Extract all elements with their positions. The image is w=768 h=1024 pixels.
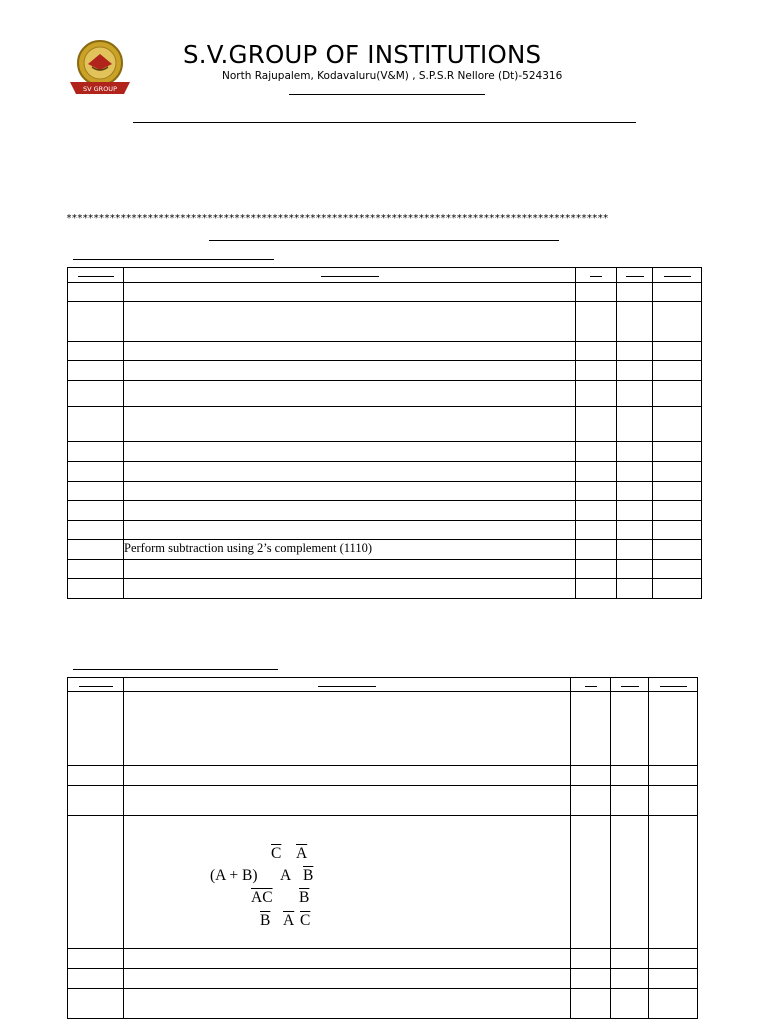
part-b-heading-rule [73, 669, 278, 670]
expr-term: (A + B) [210, 867, 258, 884]
table-row [68, 302, 702, 342]
table-row [68, 989, 698, 1019]
institution-address: North Rajupalem, Kodavaluru(V&M) , S.P.S.R Nellore (Dt)-524316 [222, 70, 563, 82]
question-table-2 [67, 677, 698, 1019]
svg-text:SV GROUP: SV GROUP [83, 85, 117, 93]
table-row [68, 342, 702, 361]
table-row [68, 969, 698, 989]
header-cell-co [617, 268, 653, 283]
table-row [68, 540, 702, 560]
expr-term: $\overline{A}$ [296, 845, 308, 862]
header-short-rule [289, 94, 485, 95]
table-row [68, 692, 698, 766]
table-row [68, 786, 698, 816]
expr-term: $\overline{C}$ [271, 845, 282, 862]
institution-title: S.V.GROUP OF INSTITUTIONS [183, 40, 542, 69]
table-row [68, 283, 702, 302]
table-row [68, 361, 702, 381]
header-cell-level [653, 268, 702, 283]
table-row [68, 407, 702, 442]
header-cell-question [124, 678, 571, 692]
institution-logo [66, 40, 134, 96]
table-row [68, 579, 702, 599]
table-row [68, 462, 702, 482]
table-row [68, 521, 702, 540]
expr-term: $\overline{A}$ [283, 912, 295, 929]
expr-term: $\overline{C}$ [300, 912, 311, 929]
expr-term: $\overline{AC}$ [251, 889, 273, 906]
header-long-rule [133, 122, 636, 123]
expr-term: $\overline{B}$ [303, 867, 314, 884]
header-cell-sno [68, 678, 124, 692]
separator-stars: **************************************************************************************************** [66, 213, 609, 224]
table-row [68, 766, 698, 786]
header-cell-marks [576, 268, 617, 283]
expr-term: $\overline{B}$ [260, 912, 271, 929]
table-row [68, 381, 702, 407]
part-a-heading-rule [73, 259, 274, 260]
table-header-row [68, 678, 698, 692]
question-table-1 [67, 267, 702, 599]
table-row [68, 949, 698, 969]
expr-term: A [280, 867, 292, 884]
expr-term: $\overline{B}$ [299, 889, 310, 906]
table-row [68, 816, 698, 949]
table-header-row [68, 268, 702, 283]
table-row [68, 501, 702, 521]
header-cell-question [124, 268, 576, 283]
header-cell-co [611, 678, 649, 692]
header-cell-level [649, 678, 698, 692]
table-row [68, 442, 702, 462]
section-title-rule [209, 240, 559, 241]
table-row [68, 482, 702, 501]
header-cell-marks [571, 678, 611, 692]
header-cell-sno [68, 268, 124, 283]
table-row [68, 560, 702, 579]
question-text: Perform subtraction using 2’s complement (1110) [124, 540, 576, 560]
